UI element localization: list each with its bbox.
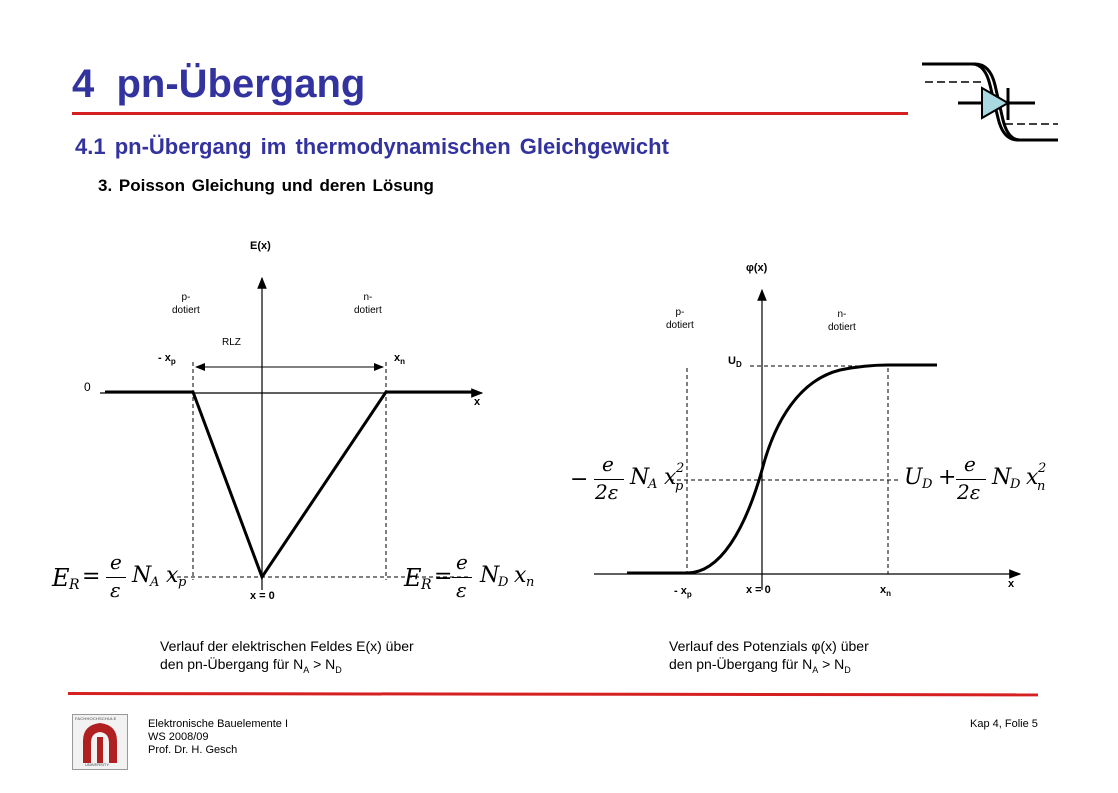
footer-rule: [68, 692, 1038, 696]
footer-course: Elektronische Bauelemente I: [148, 718, 289, 730]
efield-y-label: E(x): [250, 240, 271, 252]
efield-origin-label: x = 0: [250, 590, 275, 602]
university-logo: [72, 714, 128, 770]
footer-page: Kap 4, Folie 5: [970, 718, 1038, 730]
logo-text-bottom: UNIVERSITY: [85, 762, 110, 767]
efield-xn: $x_n$: [394, 352, 406, 367]
lower-band-curve: [922, 64, 1058, 140]
footer-info: [148, 718, 288, 757]
potential-minus-xp: - $x_p$: [674, 585, 692, 600]
efield-minus-xp: - $x_p$: [158, 352, 176, 367]
slide-title: 4 pn-Übergang: [72, 62, 366, 106]
footer-semester: WS 2008/09: [148, 731, 209, 743]
potential-n-label: n- dotiert: [828, 309, 856, 333]
efield-curve: [105, 392, 475, 577]
efield-n-label: n- dotiert: [354, 292, 382, 316]
potential-xn: $x_n$: [880, 584, 892, 599]
efield-zero-label: 0: [84, 380, 91, 394]
potential-origin-label: x = 0: [746, 584, 771, 596]
diode-triangle-icon: [982, 88, 1008, 118]
band-curves: [922, 50, 1058, 140]
logo-text-top: FACHHOCHSCHULE: [75, 716, 117, 721]
footer-author: Prof. Dr. H. Gesch: [148, 744, 238, 756]
efield-p-label: p- dotiert: [172, 292, 200, 316]
efield-caption: Verlauf der elektrischen Feldes E(x) über den pn-Übergang für $N_A > N_D$: [160, 638, 414, 675]
subsection-heading: 3. Poisson Gleichung und deren Lösung: [98, 176, 434, 195]
efield-x-label: x: [474, 396, 481, 408]
potential-ud-label: $U_D$: [728, 355, 742, 370]
section-heading: 4.1 pn-Übergang im thermodynamischen Gleichgewicht: [75, 134, 669, 159]
rlz-label: RLZ: [222, 337, 241, 348]
title-rule: [72, 112, 908, 115]
potential-y-label: φ(x): [746, 262, 768, 274]
potential-caption: Verlauf des Potenzials φ(x) über den pn-Übergang für $N_A > N_D$: [669, 638, 869, 675]
potential-x-label: x: [1008, 578, 1015, 590]
conduction-band: [922, 64, 1058, 140]
potential-p-label: p- dotiert: [666, 307, 694, 331]
